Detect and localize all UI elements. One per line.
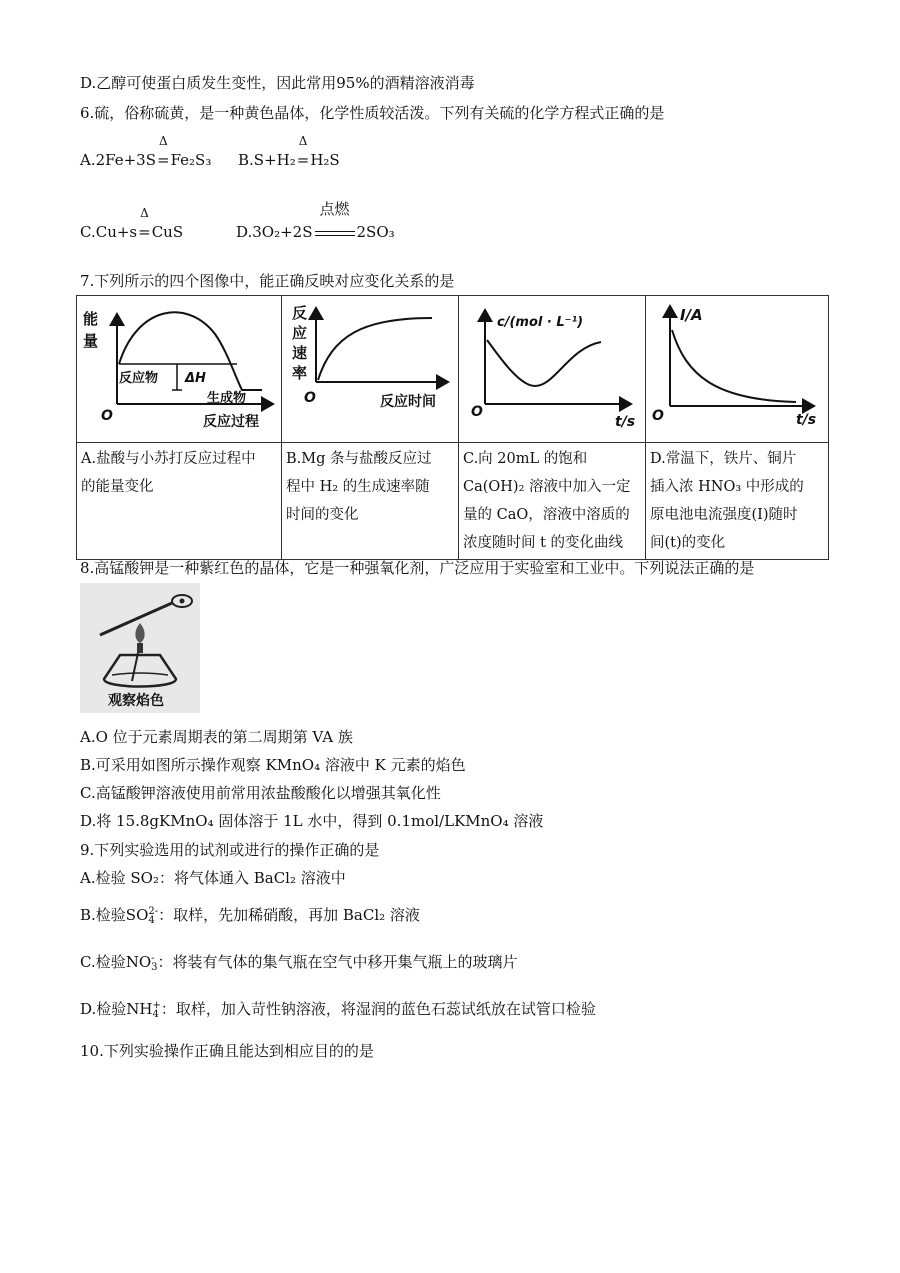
concentration-diagram [459, 296, 645, 438]
q8-stem: 8.高锰酸钾是一种紫红色的晶体，它是一种强氧化剂，广泛应用于实验室和工业中。下列说法正确的是 [80, 559, 755, 577]
caption-d: D.常温下，铁片、铜片 插入浓 HNO₃ 中形成的 原电池电流强度(I)随时 间(t)的变化 [646, 443, 829, 560]
y-label-2: 应 [292, 324, 308, 342]
q6-option-d: D.3O₂+2S 点燃 2SO₃ [236, 200, 395, 241]
current-diagram [646, 296, 828, 438]
y-label-1: 能 [83, 310, 99, 328]
figure-caption: 观察焰色 [108, 693, 164, 709]
rate-diagram [282, 296, 458, 438]
y-label-2: 量 [83, 332, 99, 350]
x-axis-label: t/s [796, 412, 817, 428]
energy-diagram [77, 296, 281, 438]
q5-option-d: D.乙醇可使蛋白质发生变性，因此常用95%的酒精溶液消毒 [80, 74, 475, 92]
q9-option-a: A.检验 SO₂：将气体通入 BaCl₂ 溶液中 [80, 869, 346, 887]
q9-option-c: C.检验NO - 3 ：将装有气体的集气瓶在空气中移开集气瓶上的玻璃片 [80, 953, 518, 973]
x-axis-label: 反应过程 [203, 414, 259, 430]
x-axis-label: 反应时间 [380, 394, 436, 410]
graph-b [282, 296, 459, 443]
origin-label: O [101, 408, 113, 424]
q6-option-c: C.Cu+s Δ =CuS [80, 206, 184, 241]
origin-label: O [304, 390, 316, 406]
reactant-label: 反应物 [119, 371, 159, 386]
q10-stem: 10.下列实验操作正确且能达到相应目的的是 [80, 1042, 374, 1060]
y-label-1: 反 [292, 304, 308, 322]
caption-b: B.Mg 条与盐酸反应过 程中 H₂ 的生成速率随 时间的变化 [282, 443, 459, 560]
graph-d [646, 296, 829, 443]
y-axis-label: I/A [680, 306, 703, 324]
origin-label: O [471, 404, 483, 420]
q8-option-a: A.O 位于元素周期表的第二周期第 VA 族 [80, 728, 353, 746]
flame-test-figure [80, 583, 200, 713]
origin-label: O [652, 408, 664, 424]
q9-option-d: D.检验NH + 4 ：取样，加入苛性钠溶液，将湿润的蓝色石蕊试纸放在试管口检验 [80, 1000, 596, 1020]
y-label-4: 率 [292, 364, 308, 382]
q8-option-c: C.高锰酸钾溶液使用前常用浓盐酸酸化以增强其氧化性 [80, 784, 441, 802]
q9-option-b: B.检验SO 2- 4 ：取样，先加稀硝酸，再加 BaCl₂ 溶液 [80, 906, 420, 926]
q7-graph-table [76, 295, 829, 560]
flame-test-illustration [80, 583, 200, 713]
x-axis-label: t/s [615, 414, 636, 430]
delta-h-label: ΔH [185, 371, 206, 386]
product-label: 生成物 [207, 391, 247, 406]
q6-option-b: B.S+H₂ Δ =H₂S [238, 134, 340, 169]
q7-stem: 7.下列所示的四个图像中，能正确反映对应变化关系的是 [80, 272, 455, 290]
y-label-3: 速 [292, 344, 308, 362]
graph-a [77, 296, 282, 443]
q8-option-b: B.可采用如图所示操作观察 KMnO₄ 溶液中 K 元素的焰色 [80, 756, 466, 774]
q6-option-a: A.2Fe+3S Δ =Fe₂S₃ [80, 134, 212, 169]
q8-option-d: D.将 15.8gKMnO₄ 固体溶于 1L 水中，得到 0.1mol/LKMnO₄ 溶液 [80, 812, 544, 830]
q9-stem: 9.下列实验选用的试剂或进行的操作正确的是 [80, 841, 380, 859]
q6-stem: 6.硫，俗称硫黄，是一种黄色晶体，化学性质较活泼。下列有关硫的化学方程式正确的是 [80, 104, 665, 122]
caption-a: A.盐酸与小苏打反应过程中 的能量变化 [77, 443, 282, 560]
y-axis-label: c/(mol · L⁻¹) [497, 315, 584, 330]
graph-c [459, 296, 646, 443]
caption-c: C.向 20mL 的饱和 Ca(OH)₂ 溶液中加入一定 量的 CaO，溶液中溶质的 浓度随时间 t 的变化曲线 [459, 443, 646, 560]
